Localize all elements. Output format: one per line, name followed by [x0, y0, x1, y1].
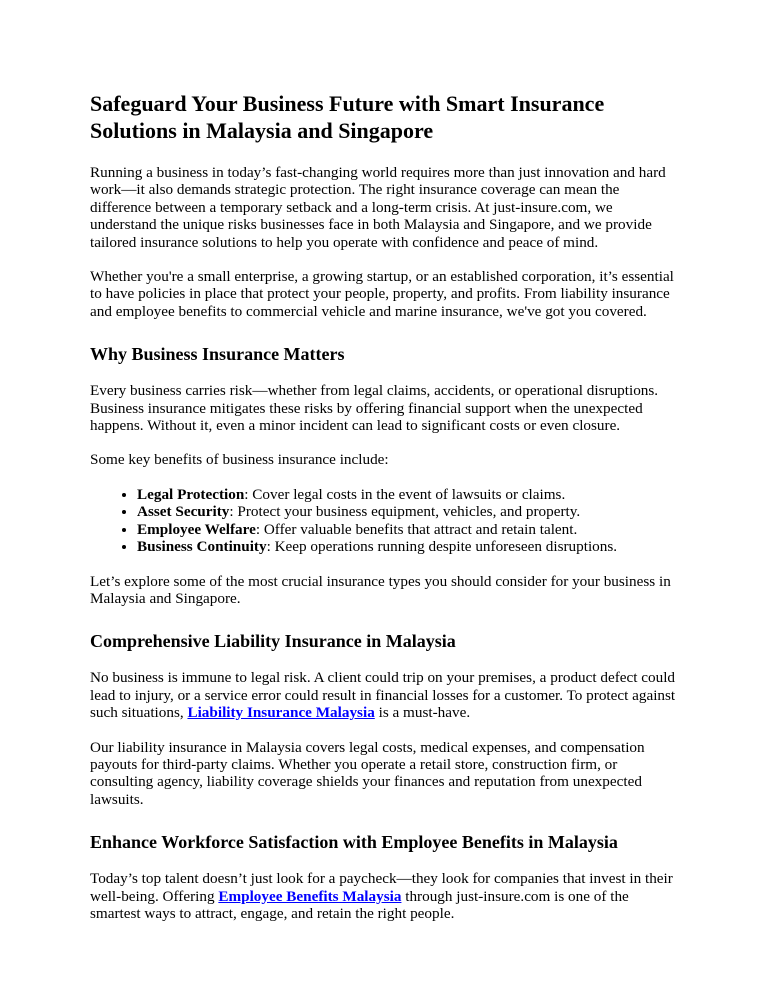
benefit-text: : Protect your business equipment, vehicles, and property.	[229, 503, 581, 521]
benefit-text: : Keep operations running despite unforeseen disruptions.	[266, 538, 618, 556]
intro-paragraph-2: Whether you're a small enterprise, a growing startup, or an established corporation, it’s essential to have policies in place that protect your people, property, and profits. From liability insurance and employee benefits to commercial vehicle and marine insurance, we've got you covered.	[90, 268, 674, 320]
benefit-item-employee-welfare	[137, 521, 678, 538]
benefit-label: Business Continuity	[137, 538, 267, 556]
why-section-closing-paragraph: Let’s explore some of the most crucial insurance types you should consider for your business in Malaysia and Singapore.	[90, 572, 671, 607]
intro-paragraph-1: Running a business in today’s fast-changing world requires more than just innovation and hard work—it also demands strategic protection. The right insurance coverage can mean the difference between a temporary setback and a long-term crisis. At just-insure.com, we understand the unique risks businesses face in both Malaysia and Singapore, and we provide tailored insurance solutions to help you operate with confidence and peace of mind.	[90, 164, 666, 251]
benefit-label: Asset Security	[137, 503, 230, 521]
benefit-label: Employee Welfare	[137, 520, 256, 538]
why-section-paragraph: Every business carries risk—whether from legal claims, accidents, or operational disruptions. Business insurance mitigates these risks by offering financial support when the unexpected happens. Without it, even a minor incident can lead to significant costs or even closure.	[90, 382, 659, 435]
employee-benefits-malaysia-link[interactable]: Employee Benefits Malaysia	[218, 887, 402, 905]
benefit-item-asset-security	[137, 503, 678, 520]
benefit-item-legal-protection	[137, 486, 678, 503]
section-heading-liability-insurance: Comprehensive Liability Insurance in Malaysia	[90, 631, 456, 652]
employee-paragraph-text-before: Today’s top talent doesn’t just look for a paycheck—they look for companies that invest in their well-being. Offering	[90, 870, 673, 905]
page-title: Safeguard Your Business Future with Smart Insurance Solutions in Malaysia and Singapore	[90, 91, 605, 143]
section-heading-why-insurance-matters: Why Business Insurance Matters	[90, 344, 345, 365]
benefits-intro-paragraph: Some key benefits of business insurance include:	[90, 451, 389, 469]
benefit-label: Legal Protection	[137, 485, 245, 503]
benefit-item-business-continuity	[137, 538, 678, 555]
employee-paragraph-text-after: through just-insure.com is one of the smartest ways to attract, engage, and retain the right people.	[90, 887, 629, 922]
section-heading-employee-benefits: Enhance Workforce Satisfaction with Employee Benefits in Malaysia	[90, 832, 618, 853]
liability-paragraph-2: Our liability insurance in Malaysia covers legal costs, medical expenses, and compensation payouts for third-party claims. Whether you operate a retail store, construction firm, or consulting agency, liability coverage shields your finances and reputation from unexpected lawsuits.	[90, 738, 645, 808]
benefit-text: : Offer valuable benefits that attract and retain talent.	[255, 520, 578, 538]
benefit-text: : Cover legal costs in the event of lawsuits or claims.	[244, 485, 566, 503]
benefits-list	[90, 486, 678, 556]
liability-insurance-malaysia-link[interactable]: Liability Insurance Malaysia	[187, 704, 375, 722]
liability-paragraph-1-text-after: is a must-have.	[374, 704, 471, 722]
liability-paragraph-1	[90, 669, 678, 721]
liability-paragraph-1-text-before: No business is immune to legal risk. A client could trip on your premises, a product defect could lead to injury, or a service error could result in financial losses for a customer. To protect against such situations,	[90, 669, 676, 722]
employee-benefits-paragraph	[90, 870, 678, 922]
